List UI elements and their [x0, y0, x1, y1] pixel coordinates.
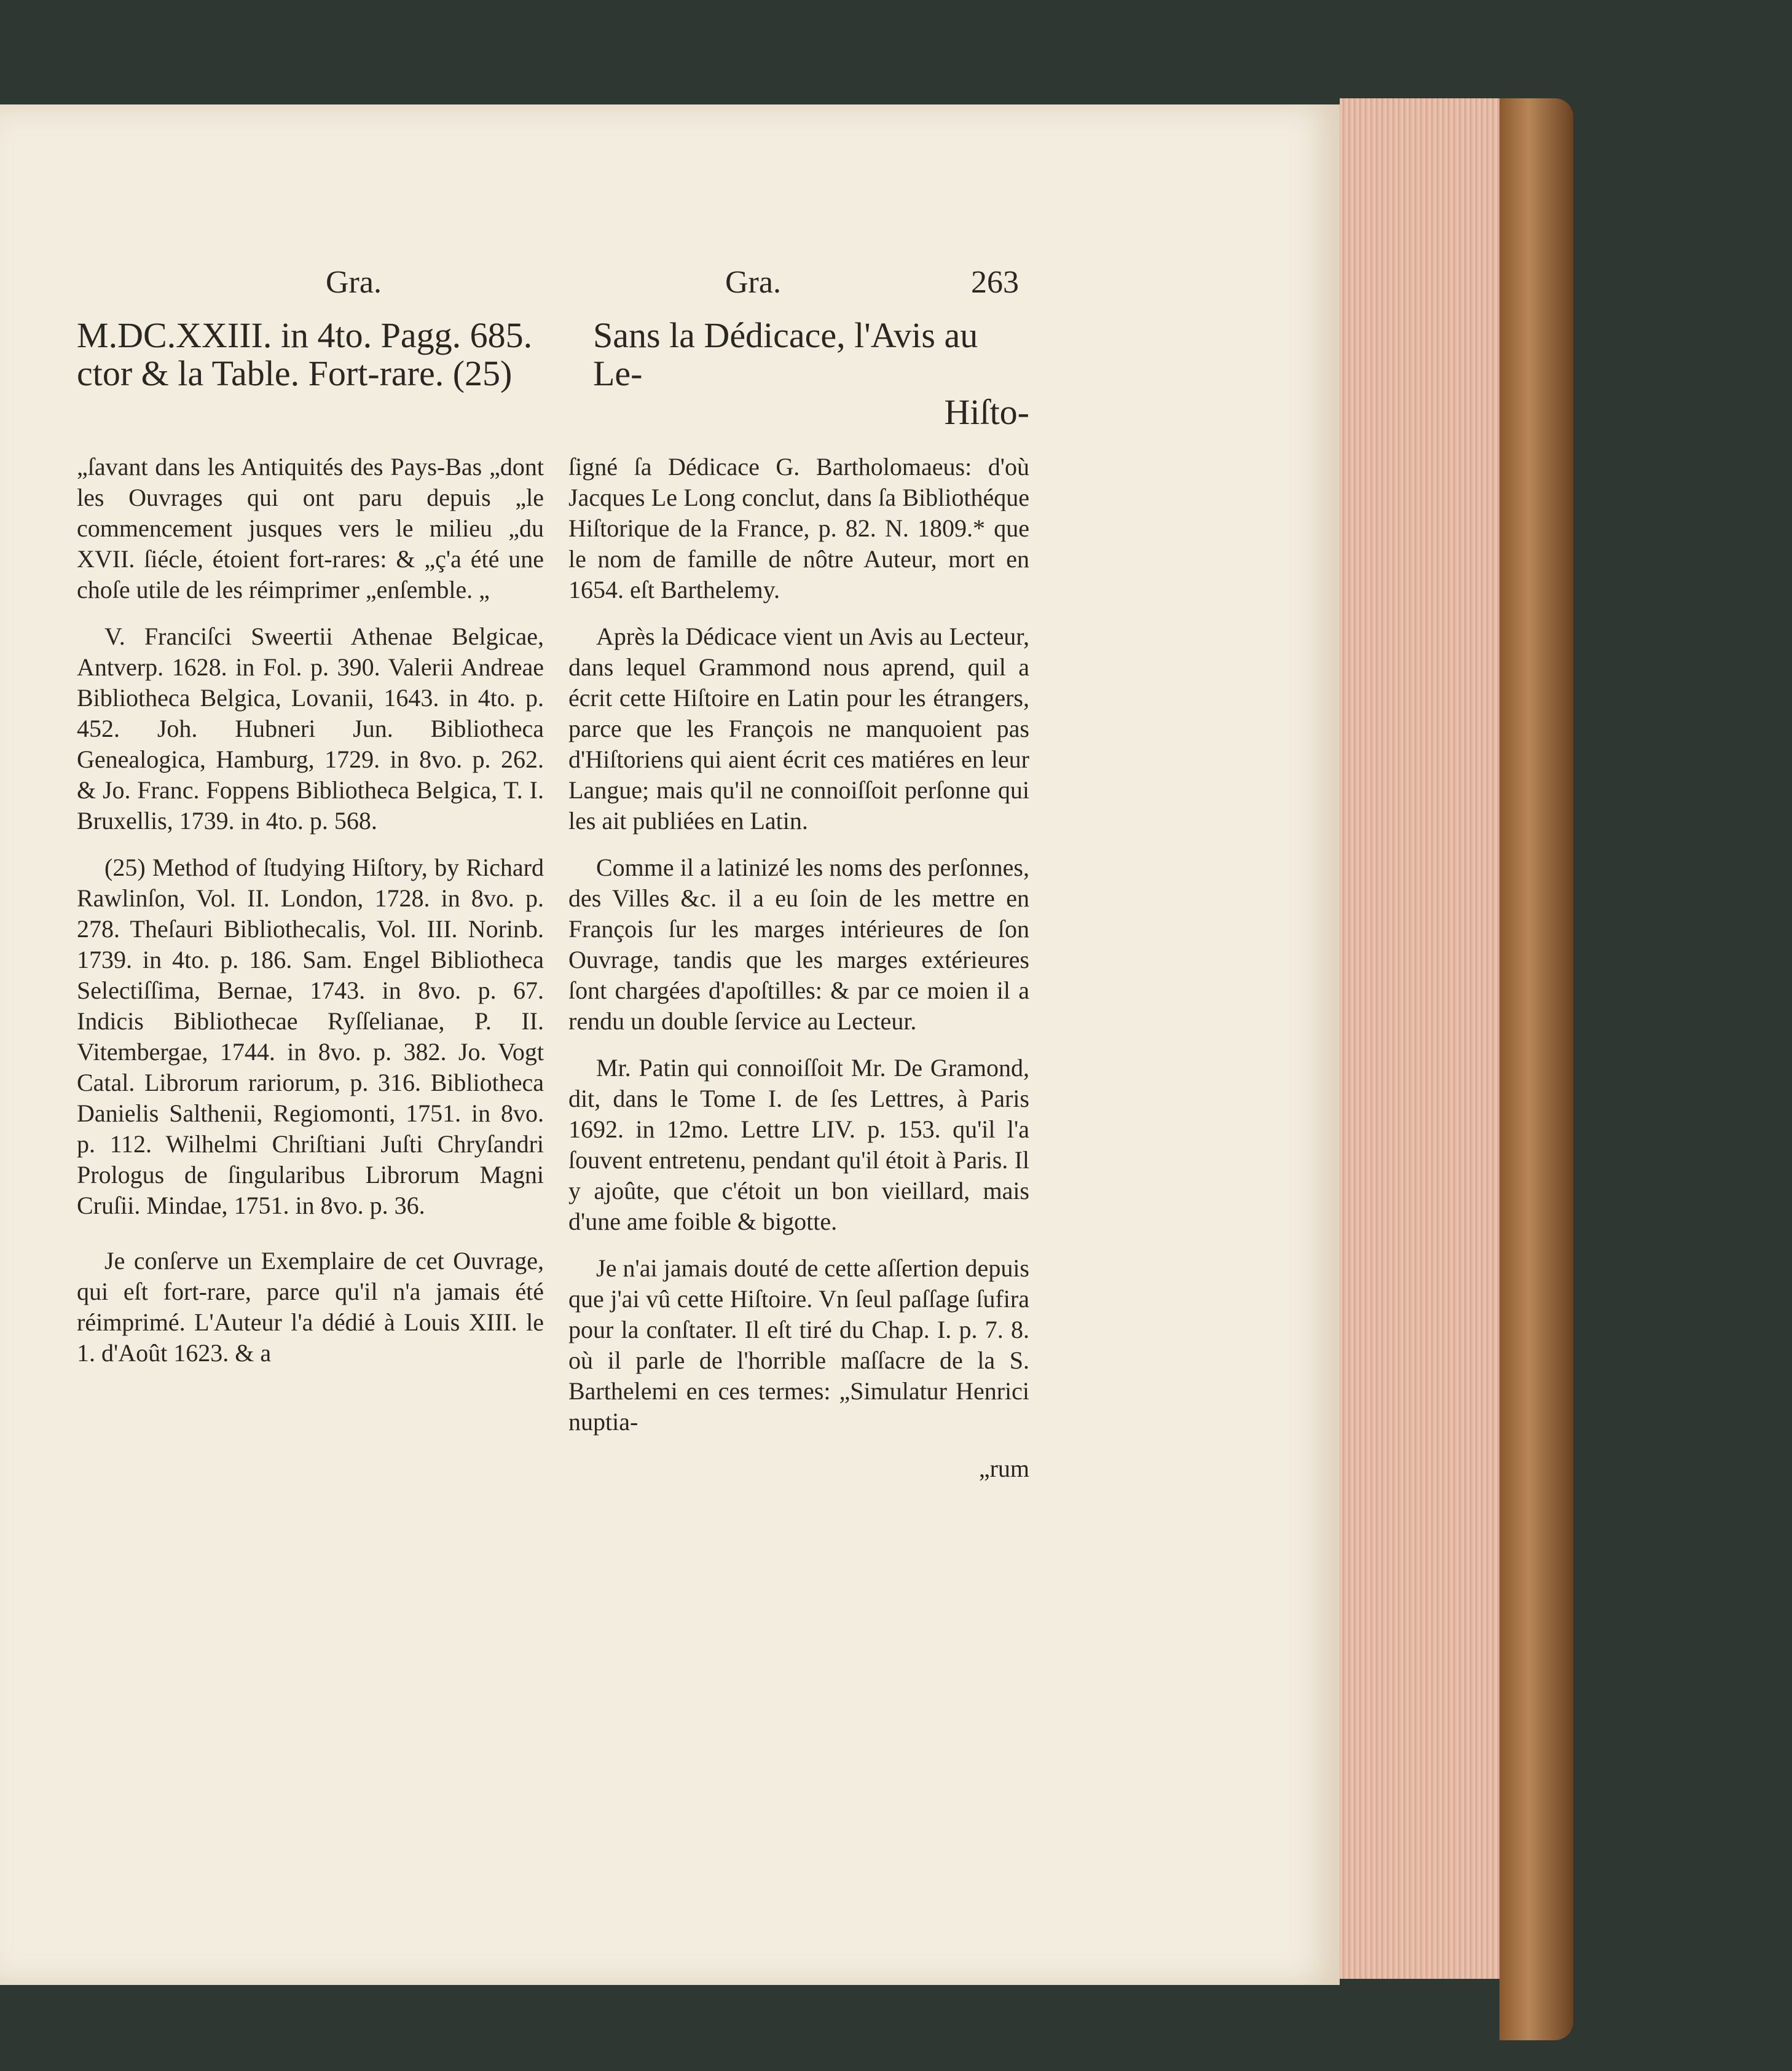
left-paragraph-4: Je conſerve un Exemplaire de cet Ouvrage, qui eſt fort-rare, parce qu'il n'a jamais été réimprimé. L'Auteur l'a dédié à Louis XIII. le 1. d'Août 1623. & a	[77, 1247, 544, 1367]
column-right	[568, 452, 1029, 1484]
catchword-bottom: „rum	[978, 1455, 1029, 1482]
right-paragraph-5: Je n'ai jamais douté de cette aſſertion depuis que j'ai vû cette Hiſtoire. Vn ſeul paſſage ſufira pour la conſtater. Il eſt tiré du Chap. I. p. 7. 8. où il parle de l'horrible maſſacre de la S. Barthelemi en ces termes: „Simulatur Henrici nuptia-	[568, 1254, 1029, 1436]
lead-left	[77, 316, 568, 393]
running-head-right: Gra.	[725, 265, 781, 300]
left-paragraph-2: V. Franciſci Sweertii Athenae Belgicae, Antverp. 1628. in Fol. p. 390. Valerii Andreae Bibliotheca Belgica, Lovanii, 1643. in 4to. p. 452. Joh. Hubneri Jun. Bibliotheca Genealogica, Hamburg, 1729. in 8vo. p. 262. & Jo. Franc. Foppens Bibliotheca Belgica, T. I. Bruxellis, 1739. in 4to. p. 568.	[77, 623, 544, 835]
right-paragraph-1: ſigné ſa Dédicace G. Bartholomaeus: d'où Jacques Le Long conclut, dans ſa Bibliothéque Hiſtorique de la France, p. 82. N. 1809.* que le nom de famille de nôtre Auteur, mort en 1654. eſt Barthelemy.	[568, 453, 1029, 603]
page-fore-edge	[1340, 98, 1506, 1979]
right-paragraph-2: Après la Dédicace vient un Avis au Lecteur, dans lequel Grammond nous aprend, quil a écrit cette Hiſtoire en Latin pour les étrangers, parce que les François ne manquoient pas d'Hiſtoriens qui aient écrit ces matiéres en leur Langue; mais qu'il ne connoiſſoit perſonne qui les ait publiées en Latin.	[568, 623, 1029, 835]
column-left	[77, 452, 544, 1385]
page-number: 263	[971, 265, 1019, 300]
lead-right-line-1: Sans la Dédicace, l'Avis au Le-	[593, 315, 978, 393]
lead-right	[593, 316, 1029, 393]
left-paragraph-1: „ſavant dans les Antiquités des Pays-Bas „dont les Ouvrages qui ont paru depuis „le commencement jusques vers le milieu „du XVII. ſiécle, étoient fort-rares: & „ç'a été une choſe utile de les réimprimer „enſemble. „	[77, 453, 544, 603]
running-head-left: Gra.	[326, 265, 382, 300]
book-cover-edge	[1499, 98, 1573, 2040]
right-paragraph-4: Mr. Patin qui connoiſſoit Mr. De Gramond, dit, dans le Tome I. de ſes Lettres, à Paris 1692. in 12mo. Lettre LIV. p. 153. qu'il l'a ſouvent entretenu, pendant qu'il étoit à Paris. Il y ajoûte, que c'étoit un bon vieillard, mais d'une ame foible & bigotte.	[568, 1054, 1029, 1235]
left-paragraph-3: (25) Method of ſtudying Hiſtory, by Richard Rawlinſon, Vol. II. London, 1728. in 8vo. p. 278. Theſauri Bibliothecalis, Vol. III. Norinb. 1739. in 4to. p. 186. Sam. Engel Bibliotheca Selectiſſima, Bernae, 1743. in 8vo. p. 67. Indicis Bibliothecae Ryſſelianae, P. II. Vitembergae, 1744. in 8vo. p. 382. Jo. Vogt Catal. Librorum rariorum, p. 316. Bibliotheca Danielis Salthenii, Regiomonti, 1751. in 8vo. p. 112. Wilhelmi Chriſtiani Juſti Chryſandri Prologus de ſingularibus Librorum Magni Cruſii. Mindae, 1751. in 8vo. p. 36.	[77, 854, 544, 1219]
right-paragraph-3: Comme il a latinizé les noms des perſonnes, des Villes &c. il a eu ſoin de les mettre en François ſur les marges intérieures de ſon Ouvrage, tandis que les marges extérieures ſont chargées d'apoſtilles: & par ce moien il a rendu un double ſervice au Lecteur.	[568, 854, 1029, 1035]
catchword-top: Hiſto-	[944, 392, 1029, 432]
lead-left-line-1: M.DC.XXIII. in 4to. Pagg. 685.	[77, 315, 533, 355]
lead-left-line-2: ctor & la Table. Fort-rare. (25)	[77, 353, 513, 393]
